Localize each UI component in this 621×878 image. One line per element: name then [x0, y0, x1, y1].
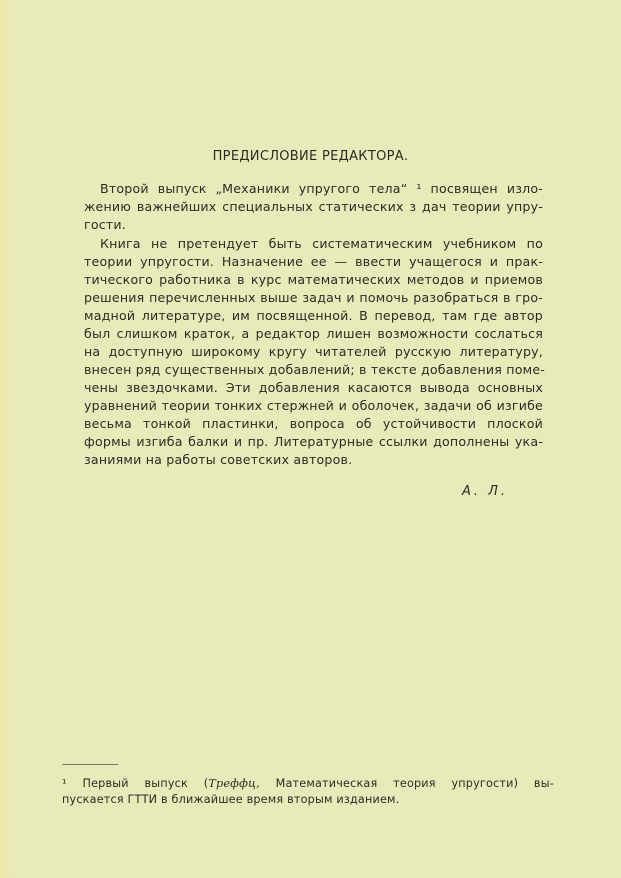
- footnote-marker: ¹: [62, 777, 67, 790]
- footnote-text: Первый выпуск (: [82, 777, 209, 790]
- text-line: Книга не претендует быть систематическим учебником по: [100, 236, 543, 251]
- text-line: мадной литературе, им посвященной. В перевод, там где автор: [84, 308, 543, 323]
- footnote-line: пускается ГТТИ в ближайшее время вторым изданием.: [62, 793, 400, 806]
- text-line: решения перечисленных выше задач и помочь разобраться в гро-: [84, 290, 543, 305]
- text-line: был слишком краток, а редактор лишен возможности сослаться: [84, 326, 543, 341]
- text-line: чены звездочками. Эти добавления касаются вывода основных: [84, 380, 543, 395]
- text-line: заниями на работы советских авторов.: [84, 452, 353, 467]
- text-line: жению важнейших специальных статических з дач теории упру-: [84, 199, 543, 214]
- text-line: уравнений теории тонких стержней и оболочек, задачи об изгибе: [84, 398, 543, 413]
- text-line: на доступную широкому кругу читателей русскую литературу,: [84, 344, 543, 359]
- page-edge: [0, 0, 12, 878]
- text-line: Второй выпуск „Механики упругого тела“ ¹ посвящен изло-: [100, 181, 543, 196]
- footnote-divider: [62, 764, 118, 765]
- footnote-line: [62, 777, 554, 791]
- footnote-text: Математическая теория упругости) вы-: [259, 777, 554, 790]
- page-title: ПРЕДИСЛОВИЕ РЕДАКТОРА.: [212, 149, 409, 164]
- text-line: формы изгиба балки и пр. Литературные ссылки дополнены ука-: [84, 434, 543, 449]
- text-line: гости.: [84, 217, 126, 232]
- text-line: теории упругости. Назначение ее — ввести учащегося и прак-: [84, 254, 543, 269]
- footnote-author: Треффц,: [208, 777, 260, 790]
- text-line: внесен ряд существенных добавлений; в тексте добавления поме-: [84, 362, 546, 377]
- text-line: тического работника в курс математических методов и приемов: [84, 272, 543, 287]
- text-line: весьма тонкой пластинки, вопроса об устойчивости плоской: [84, 416, 543, 431]
- signature: А. Л.: [462, 484, 509, 499]
